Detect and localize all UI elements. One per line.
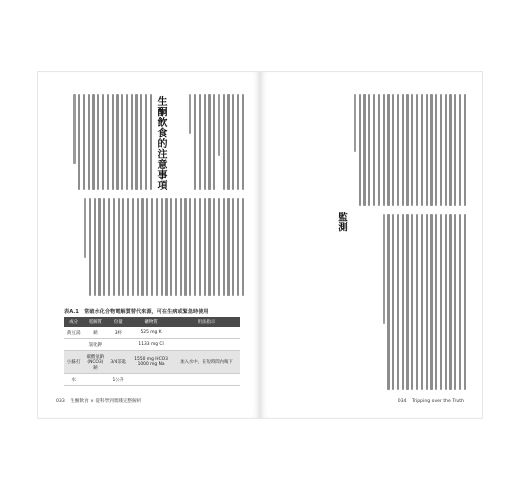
running-head: 生酮飲食 × 從科學到實踐完整解析 (70, 399, 142, 404)
body-text-top (189, 94, 244, 190)
table-header: 礦物質 (129, 317, 173, 327)
table-cell (173, 374, 240, 386)
body-text-right-a (354, 94, 466, 206)
table-row (64, 374, 240, 386)
table-cell (173, 339, 240, 351)
table-cell: 1133 mg Cl (129, 339, 173, 351)
book-spread (38, 72, 482, 418)
table-cell: 黃豆湯 (64, 327, 83, 339)
table-header: 成分 (64, 317, 83, 327)
table-cell: 加入水中，在短時間內喝下 (173, 351, 240, 374)
table-cell: 小蘇打 (64, 351, 83, 374)
left-page (38, 72, 260, 418)
body-text-middle (84, 198, 244, 296)
table-cell (83, 374, 107, 386)
table-cell: 鈉 (83, 327, 107, 339)
table-row (64, 327, 240, 339)
page-number: 034 (397, 399, 407, 404)
table-cell: 碳酸氫鈉 (NCO3) 鈉 (83, 351, 107, 374)
right-page (260, 72, 482, 418)
running-head: Tripping over the Truth (411, 399, 464, 404)
table-row (64, 339, 240, 351)
table-cell: 3杯 (107, 327, 129, 339)
table-header: 用法指示 (173, 317, 240, 327)
table-header: 份量 (107, 317, 129, 327)
table-cell (107, 339, 129, 351)
table-cell (173, 327, 240, 339)
body-text-right-b (383, 214, 466, 390)
table-header: 電解質 (83, 317, 107, 327)
table-caption: 表A.1 常破水化合物電解質替代來源，可在生病或緊急時使用 (64, 309, 209, 315)
table-cell: 3/4茶匙 (107, 351, 129, 374)
table-cell: 1550 mg HCO3 1000 mg Na (129, 351, 173, 374)
section-heading-monitoring: 監測 (336, 212, 347, 232)
page-folio-left (56, 398, 141, 404)
table-cell (64, 339, 83, 351)
page-folio-right (398, 399, 464, 404)
table-row (64, 351, 240, 374)
table-cell (129, 374, 173, 386)
page-number: 033 (56, 399, 65, 404)
table-cell: 氯化鉀 (83, 339, 107, 351)
table-cell: 1公升 (107, 374, 129, 386)
section-heading: 生酮飲食的注意事項 (155, 96, 166, 191)
body-text-section (73, 94, 152, 190)
table-cell: 525 mg K (129, 327, 173, 339)
electrolyte-table (64, 317, 240, 386)
table-cell: 水 (64, 374, 83, 386)
